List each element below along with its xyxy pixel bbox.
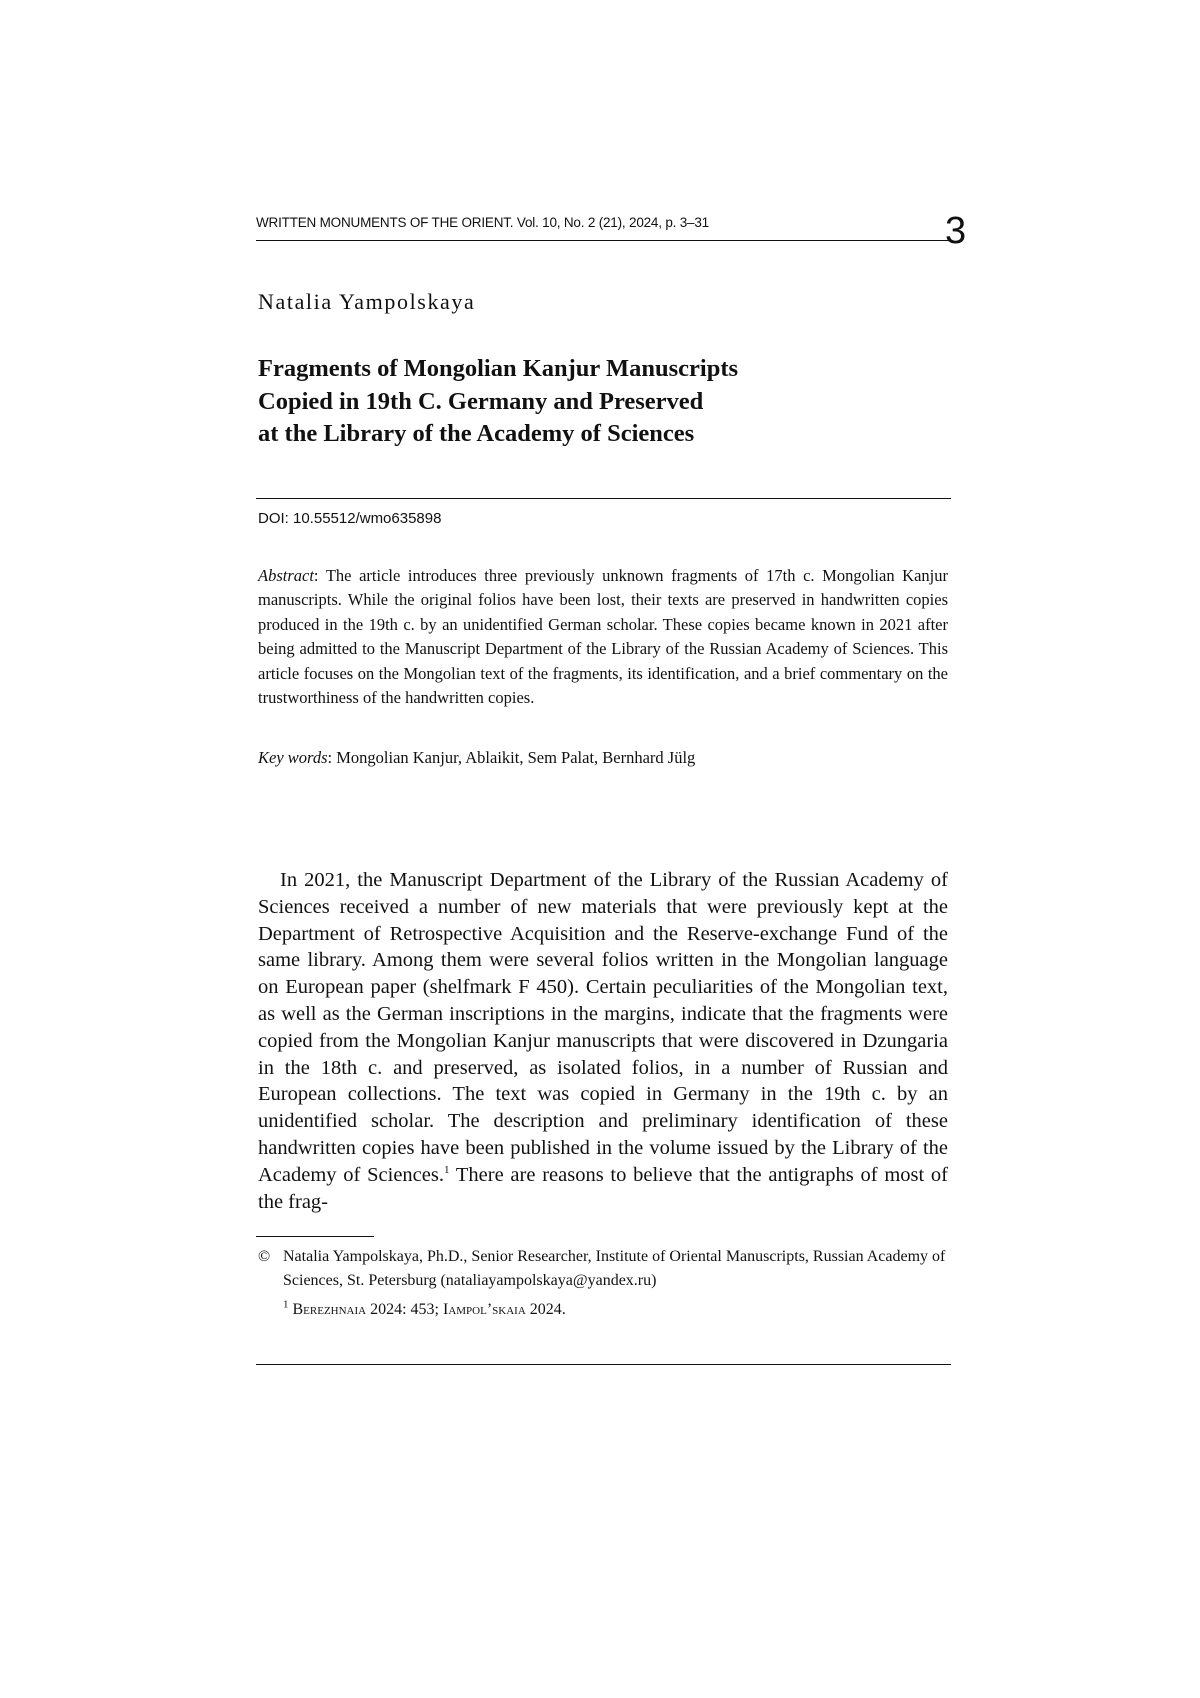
section-rule xyxy=(256,498,951,499)
author-footnote-text: Natalia Yampolskaya, Ph.D., Senior Researcher, Institute of Oriental Manuscripts, Russian Academy of Sciences, St. Petersburg (nataliayampolskaya@yandex.ru) xyxy=(283,1248,946,1289)
author-name: Natalia Yampolskaya xyxy=(258,289,476,314)
header-rule xyxy=(256,240,951,241)
keywords xyxy=(258,746,948,770)
body-text-continued: There are reasons to believe that the antigraphs of most of the frag- xyxy=(258,1163,949,1213)
reference-text: 2024. xyxy=(525,1301,566,1318)
title-line: Fragments of Mongolian Kanjur Manuscripts xyxy=(258,355,739,382)
abstract-text: : The article introduces three previously unknown fragments of 17th c. Mongolian Kanjur manuscripts. While the original folios have been lost, their texts are preserved in handwritten copies produced in the 19th c. by an unidentified German scholar. These copies became known in 2021 after being admitted to the Manuscript Department of the Library of the Russian Academy of Sciences. This article focuses on the Mongolian text of the fragments, its identification, and a brief commentary on the trustworthiness of the handwritten copies. xyxy=(258,566,948,708)
title-line: Copied in 19th C. Germany and Preserved xyxy=(258,387,704,415)
reference-text: 2024: 453; xyxy=(366,1301,443,1318)
reference-author: Berezhnaia xyxy=(292,1301,367,1318)
reference-footnote xyxy=(283,1298,973,1322)
footnote-marker: 1 xyxy=(443,1163,450,1176)
keywords-text: : Mongolian Kanjur, Ablaikit, Sem Palat, Bernhard Jülg xyxy=(327,748,696,767)
keywords-label: Key words xyxy=(258,748,328,767)
reference-footnote-mark: 1 xyxy=(283,1298,289,1311)
abstract xyxy=(258,564,948,710)
copyright-symbol: © xyxy=(258,1248,271,1265)
running-head: WRITTEN MONUMENTS OF THE ORIENT. Vol. 10, No. 2 (21), 2024, p. 3–31 xyxy=(256,215,709,230)
title-line: at the Library of the Academy of Sciences xyxy=(258,420,695,447)
doi: DOI: 10.55512/wmo635898 xyxy=(258,510,442,527)
footnote-rule xyxy=(256,1236,374,1237)
reference-author: Iampol’skaia xyxy=(443,1301,526,1318)
body-text: In 2021, the Manuscript Department of the Library of the Russian Academy of Sciences received a number of new materials that were previously kept at the Department of Retrospective Acquisition and the Reserve-exchange Fund of the same library. Among them were several folios written in the Mongolian language on European paper (shelfmark F 450). Certain peculiarities of the Mongolian text, as well as the German inscriptions in the margins, indicate that the fragments were copied from the Mongolian Kanjur manuscripts that were discovered in Dzungaria in the 18th c. and preserved, as isolated folios, in a number of Russian and European collections. The text was copied in Germany in the 19th c. by an unidentified scholar. The description and preliminary identification of these handwritten copies have been published in the volume issued by the Library of the Academy of Sciences. xyxy=(258,869,948,1186)
page-bottom-rule xyxy=(256,1364,951,1365)
body-paragraph xyxy=(258,867,948,1215)
author-footnote xyxy=(258,1245,973,1292)
page-number: 3 xyxy=(945,210,967,252)
abstract-label: Abstract xyxy=(258,566,314,585)
article-title xyxy=(258,353,818,451)
